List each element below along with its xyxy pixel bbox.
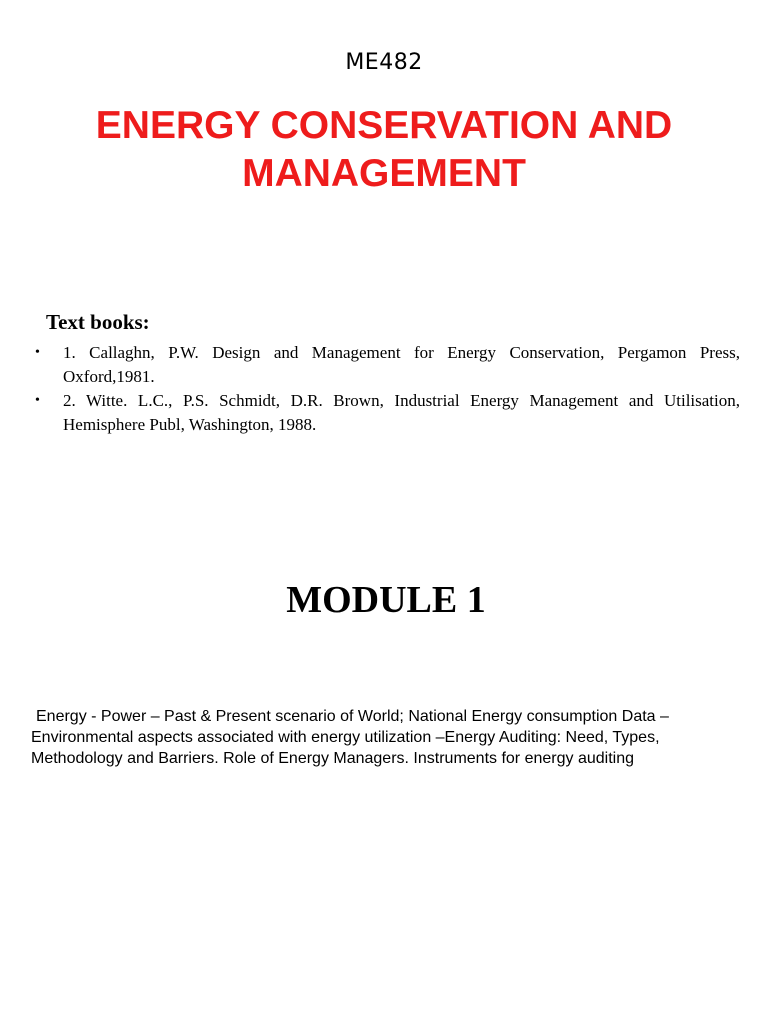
textbook-entry: 1. Callaghn, P.W. Design and Management for Energy Conservation, Pergamon Press, Oxford,1981.	[63, 343, 740, 386]
textbooks-list	[30, 341, 740, 437]
bullet-icon: •	[35, 345, 40, 360]
course-code: ME482	[345, 50, 423, 75]
list-item	[30, 341, 740, 389]
course-title-line1: ENERGY CONSERVATION AND	[95, 104, 673, 147]
module-title: MODULE 1	[286, 579, 486, 621]
module-description: Energy - Power – Past & Present scenario of World; National Energy consumption Data – Environmental aspects associated with energy utilization –Energy Auditing: Need, Types, Methodology and Barriers. Role of Energy Managers. Instruments for energy auditing	[31, 708, 669, 767]
bullet-icon: •	[35, 393, 40, 408]
course-title-line2: MANAGEMENT	[242, 152, 526, 195]
list-item	[30, 389, 740, 437]
course-title	[40, 102, 728, 198]
textbook-entry: 2. Witte. L.C., P.S. Schmidt, D.R. Brown, Industrial Energy Management and Utilisation, Hemisphere Publ, Washington, 1988.	[63, 391, 740, 434]
textbooks-section	[30, 310, 740, 437]
textbooks-heading: Text books:	[46, 310, 150, 334]
